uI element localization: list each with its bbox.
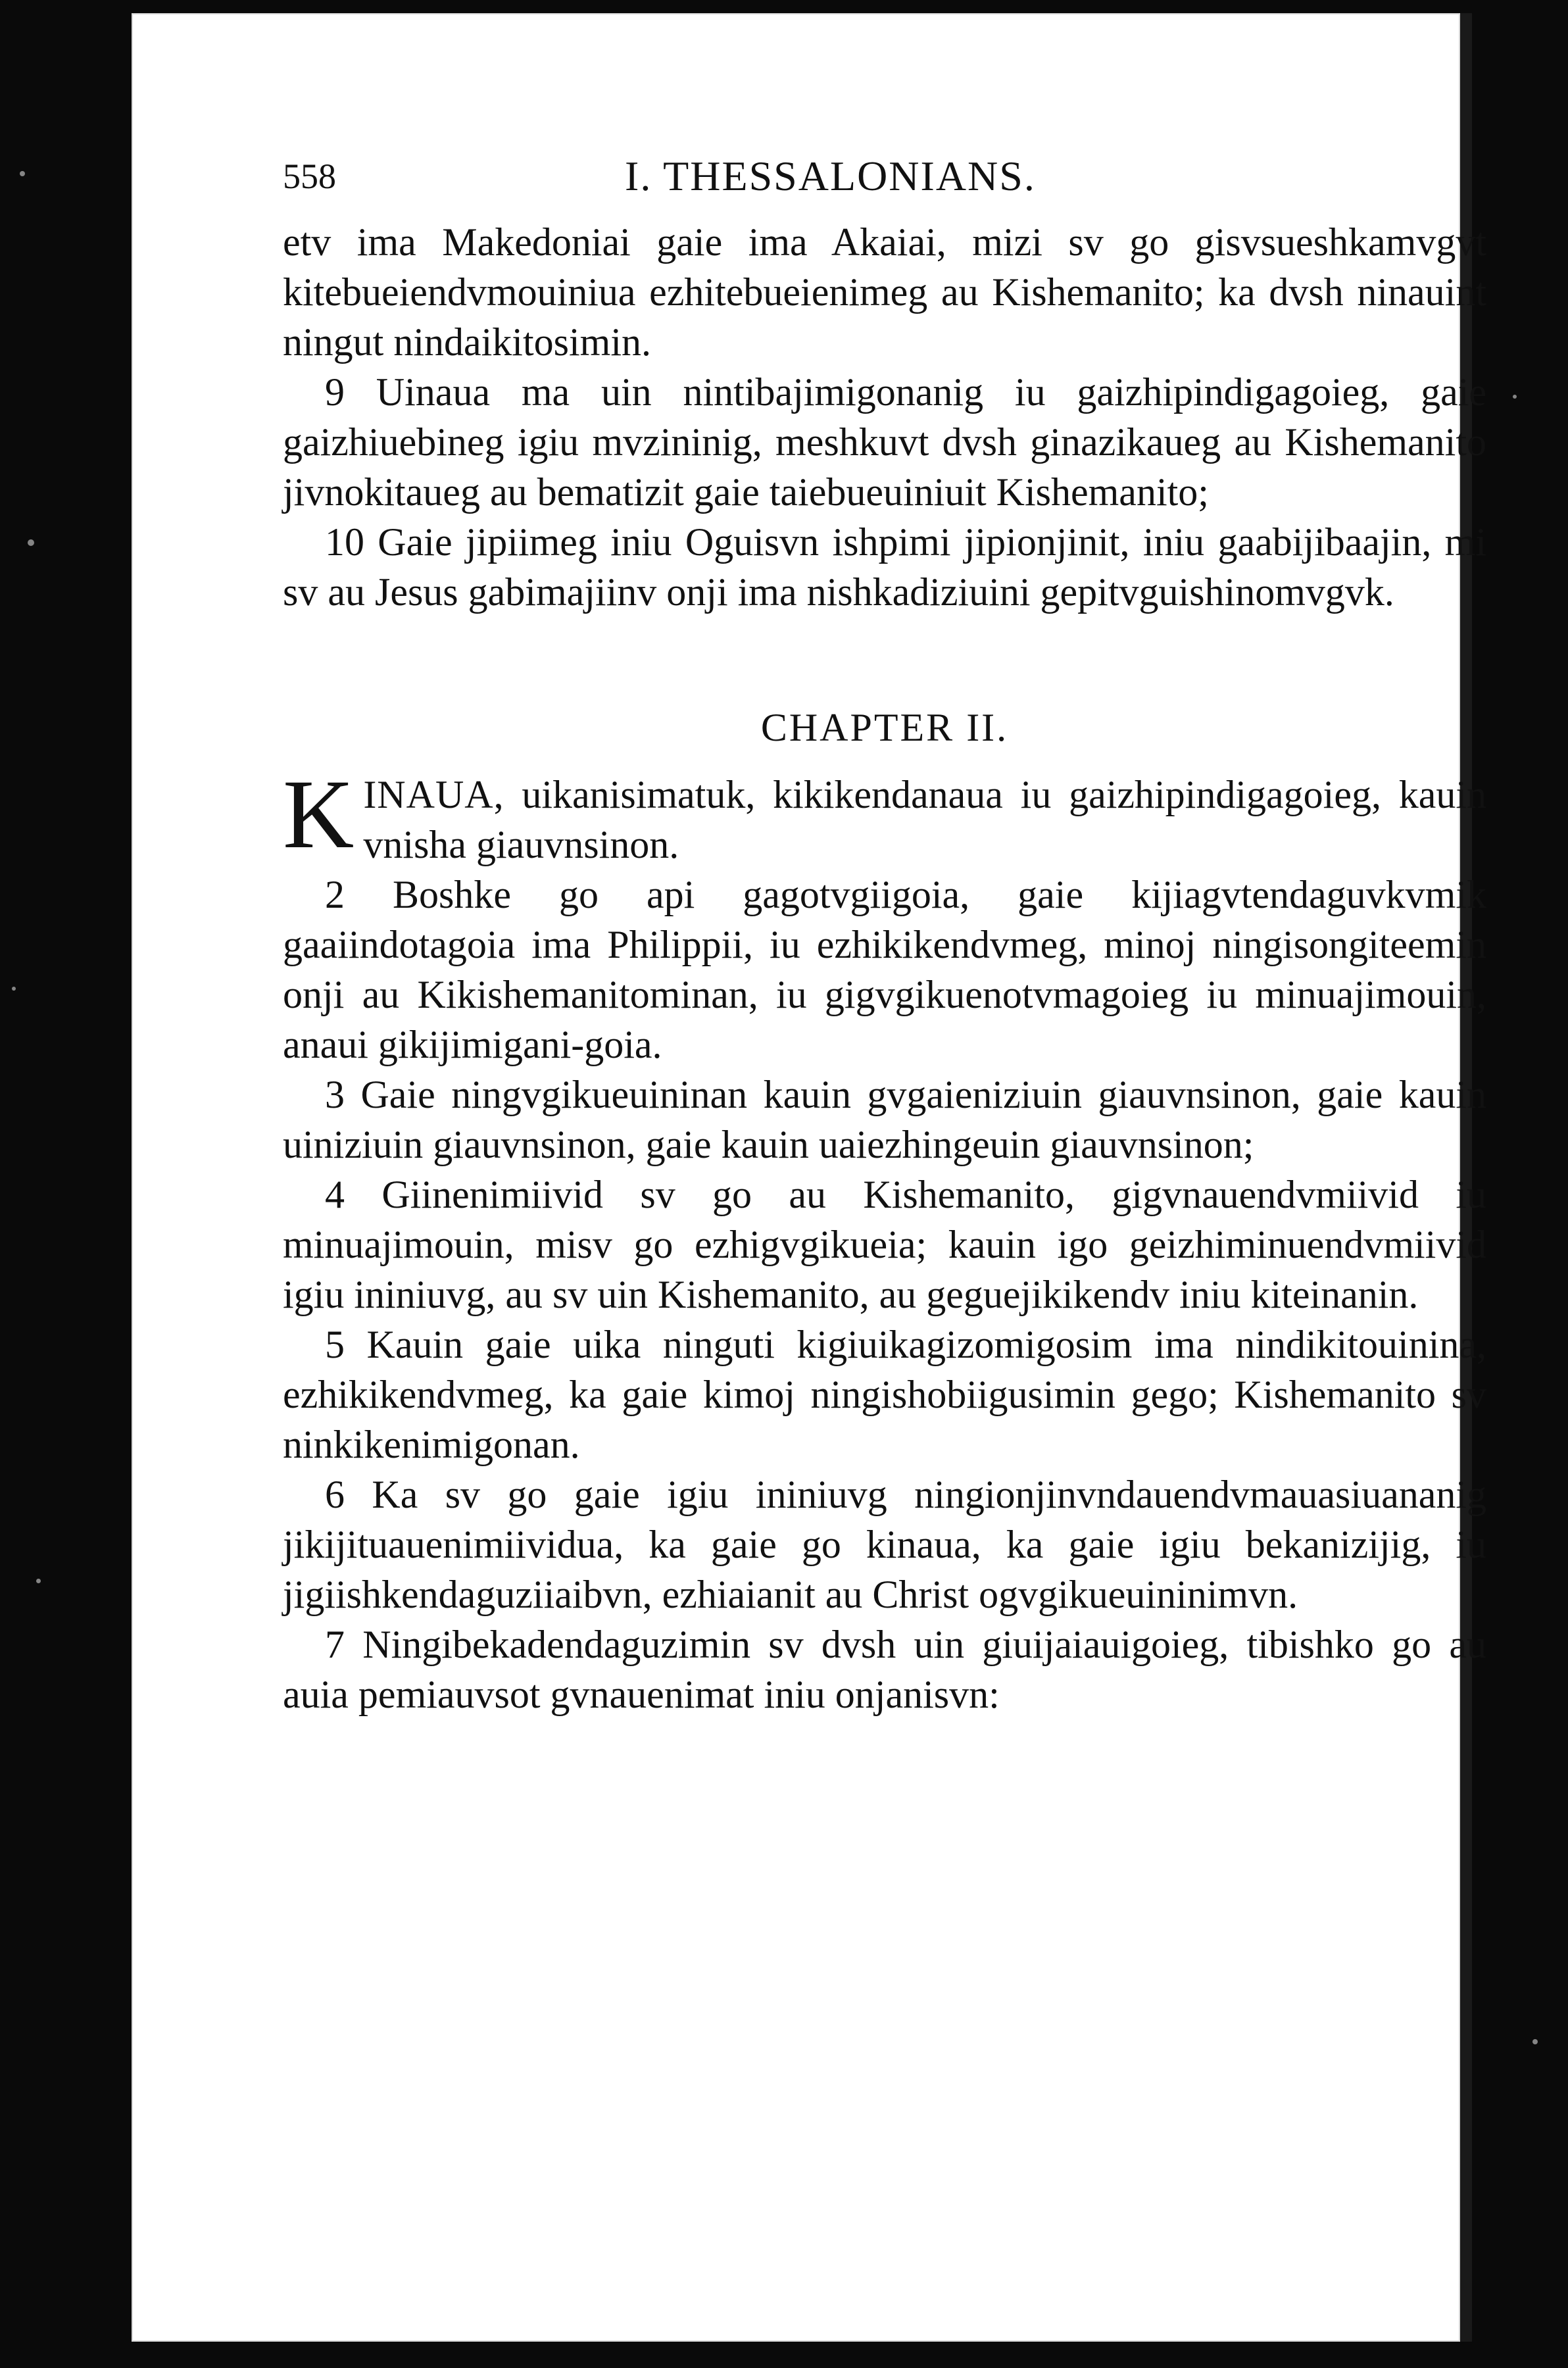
running-head [283, 145, 1486, 217]
verse-paragraph: 10 Gaie jipiimeg iniu Oguisvn ishpimi jipionjinit, iniu gaabijibaajin, mi sv au Jesus gabimajiinv onji ima nishkadiziuini gepitvguishinomvgvk. [283, 520, 1486, 614]
book-page [132, 13, 1486, 2342]
verse-paragraph: 2 Boshke go api gagotvgiigoia, gaie kijiagvtendaguvkvmik gaaiindotagoia ima Philippii, iu ezhikikendvmeg, minoj ningisongiteemin onji au Kikishemanitominan, iu gigvgikuenotvmagoieg iu minuajimouin, anaui gikijimigani-goia. [283, 873, 1486, 1066]
page-number: 558 [283, 157, 336, 196]
scan-speck [12, 987, 16, 991]
verse-paragraph: 3 Gaie ningvgikueuininan kauin gvgaieniziuin giauvnsinon, gaie kauin uiniziuin giauvnsinon, gaie kauin uaiezhingeuin giauvnsinon; [283, 1073, 1486, 1166]
continuation-paragraph: etv ima Makedoniai gaie ima Akaiai, mizi sv go gisvsueshkamvgvt kitebueiendvmouiniua ezhitebueienimeg au Kishemanito; ka dvsh ninauint ningut nindaikitosimin. [283, 220, 1486, 364]
scan-speck [36, 1579, 41, 1583]
opening-word: INAUA, [363, 773, 504, 816]
scan-speck [1532, 2039, 1538, 2044]
page-text-block [283, 145, 1486, 1719]
verse-paragraph: 4 Giinenimiivid sv go au Kishemanito, gigvnauendvmiivid iu minuajimouin, misv go ezhigvgikueia; kauin igo geizhiminuendvmiivid igiu ininiuvg, au sv uin Kishemanito, au geguejikikendv iniu kiteinanin. [283, 1173, 1486, 1316]
verse-paragraph: 5 Kauin gaie uika ninguti kigiuikagizomigosim ima nindikitouinina, ezhikikendvmeg, ka gaie kimoj ningishobiigusimin gego; Kishemanito sv ninkikenimigonan. [283, 1323, 1486, 1466]
scan-speck [20, 171, 25, 176]
chapter-heading: CHAPTER II. [760, 706, 1009, 749]
verse-paragraph: 7 Ningibekadendaguzimin sv dvsh uin giuijaiauigoieg, tibishko go au auia pemiauvsot gvnauenimat iniu onjanisvn: [283, 1623, 1486, 1716]
scan-speck [1513, 395, 1517, 399]
verse-paragraph: 9 Uinaua ma uin nintibajimigonanig iu gaizhipindigagoieg, gaie gaizhiuebineg igiu mvzininig, meshkuvt dvsh ginazikaueg au Kishemanito jivnokitaueg au bematizit gaie taiebueuiniuit Kishemanito; [283, 370, 1486, 514]
running-title: I. THESSALONIANS. [625, 153, 1036, 199]
scan-speck [28, 539, 34, 546]
drop-cap: K [283, 760, 355, 869]
first-verse-text: uikanisimatuk, kikikendanaua iu gaizhipindigagoieg, kauin vnisha giauvnsinon. [363, 773, 1486, 866]
chapter-first-verse [283, 760, 1486, 870]
verse-paragraph: 6 Ka sv go gaie igiu ininiuvg ningionjinvndauendvmauasiuananig jikijituauenimiividua, ka gaie go kinaua, ka gaie igiu bekanizijig, iu jigiishkendaguziiaibvn, ezhiaianit au Christ ogvgikueuininimvn. [283, 1473, 1486, 1616]
